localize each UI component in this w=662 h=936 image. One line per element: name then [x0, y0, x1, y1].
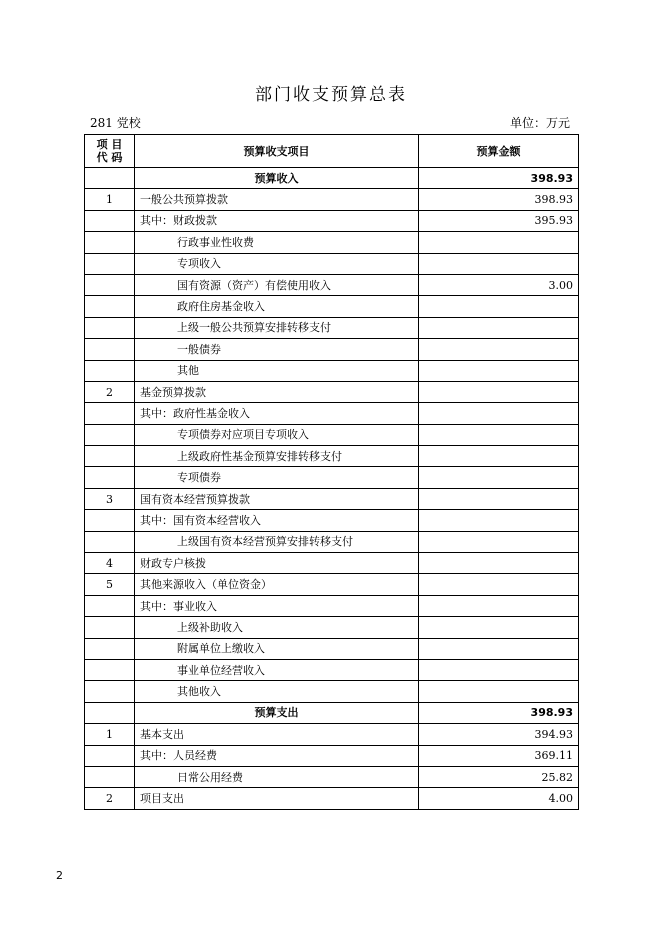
row-amount [419, 467, 579, 488]
table-row [85, 510, 579, 531]
income-section-row [85, 168, 579, 189]
row-amount [419, 381, 579, 402]
table-row [85, 274, 579, 295]
row-code [85, 617, 135, 638]
table-row [85, 381, 579, 402]
row-code [85, 360, 135, 381]
table-row [85, 253, 579, 274]
row-amount [419, 403, 579, 424]
row-code [85, 274, 135, 295]
table-row [85, 488, 579, 509]
row-code: 2 [85, 788, 135, 809]
table-row [85, 638, 579, 659]
row-amount: 369.11 [419, 745, 579, 766]
header-code-line2: 代 码 [96, 151, 123, 164]
table-row [85, 467, 579, 488]
header-item: 预算收支项目 [135, 135, 419, 168]
row-item-name: 上级补助收入 [135, 617, 419, 638]
row-code [85, 296, 135, 317]
row-amount: 4.00 [419, 788, 579, 809]
row-code [85, 659, 135, 680]
row-amount [419, 296, 579, 317]
row-code [85, 210, 135, 231]
row-code: 1 [85, 724, 135, 745]
row-code [85, 253, 135, 274]
row-item-name: 事业单位经营收入 [135, 659, 419, 680]
row-code: 4 [85, 553, 135, 574]
row-code [85, 317, 135, 338]
row-code [85, 638, 135, 659]
page-title: 部门收支预算总表 [255, 85, 407, 105]
row-code [85, 446, 135, 467]
row-item-name: 专项债券对应项目专项收入 [135, 424, 419, 445]
page-number: 2 [56, 869, 63, 882]
row-item-name: 行政事业性收费 [135, 232, 419, 253]
row-amount [419, 360, 579, 381]
row-amount [419, 317, 579, 338]
section-code-cell [85, 168, 135, 189]
row-item-name: 专项债券 [135, 467, 419, 488]
row-item-name: 一般公共预算拨款 [135, 189, 419, 210]
row-item-name: 上级国有资本经营预算安排转移支付 [135, 531, 419, 552]
row-amount: 395.93 [419, 210, 579, 231]
table-row [85, 659, 579, 680]
table-row [85, 424, 579, 445]
currency-unit-label: 单位：万元 [509, 116, 570, 130]
expense-section-label: 预算支出 [135, 702, 419, 723]
row-item-name: 其中：人员经费 [135, 745, 419, 766]
table-row [85, 360, 579, 381]
table-row [85, 232, 579, 253]
row-code: 5 [85, 574, 135, 595]
row-code [85, 339, 135, 360]
table-row [85, 681, 579, 702]
row-item-name: 其他 [135, 360, 419, 381]
row-code [85, 403, 135, 424]
table-row [85, 788, 579, 809]
row-code [85, 766, 135, 787]
row-item-name: 项目支出 [135, 788, 419, 809]
expense-section-amount: 398.93 [419, 702, 579, 723]
row-item-name: 国有资本经营预算拨款 [135, 488, 419, 509]
row-item-name: 基本支出 [135, 724, 419, 745]
row-amount [419, 617, 579, 638]
table-row [85, 403, 579, 424]
table-row [85, 595, 579, 616]
table-row [85, 617, 579, 638]
header-amount: 预算金额 [419, 135, 579, 168]
table-row [85, 574, 579, 595]
row-amount [419, 638, 579, 659]
expense-section-row [85, 702, 579, 723]
row-item-name: 其中：政府性基金收入 [135, 403, 419, 424]
row-item-name: 基金预算拨款 [135, 381, 419, 402]
row-amount [419, 553, 579, 574]
row-code: 1 [85, 189, 135, 210]
budget-table [84, 134, 579, 810]
table-row [85, 296, 579, 317]
row-code [85, 510, 135, 531]
row-item-name: 国有资源（资产）有偿使用收入 [135, 274, 419, 295]
income-section-label: 预算收入 [135, 168, 419, 189]
row-code [85, 595, 135, 616]
row-amount [419, 681, 579, 702]
table-row [85, 745, 579, 766]
table-row [85, 189, 579, 210]
row-amount [419, 253, 579, 274]
table-row [85, 531, 579, 552]
table-row [85, 446, 579, 467]
row-amount: 25.82 [419, 766, 579, 787]
unit-code-label: 281 党校 [90, 116, 141, 130]
row-item-name: 一般债券 [135, 339, 419, 360]
row-amount [419, 595, 579, 616]
row-amount [419, 339, 579, 360]
row-code [85, 745, 135, 766]
row-amount: 398.93 [419, 189, 579, 210]
row-amount [419, 510, 579, 531]
row-amount [419, 488, 579, 509]
row-item-name: 上级政府性基金预算安排转移支付 [135, 446, 419, 467]
row-code: 3 [85, 488, 135, 509]
table-row [85, 766, 579, 787]
header-code-line1: 项 目 [96, 138, 123, 151]
row-item-name: 其中：事业收入 [135, 595, 419, 616]
table-row [85, 210, 579, 231]
row-code [85, 531, 135, 552]
row-item-name: 其中：国有资本经营收入 [135, 510, 419, 531]
row-item-name: 其他来源收入（单位资金） [135, 574, 419, 595]
row-code [85, 232, 135, 253]
row-item-name: 其他收入 [135, 681, 419, 702]
row-item-name: 日常公用经费 [135, 766, 419, 787]
table-row [85, 553, 579, 574]
row-amount [419, 446, 579, 467]
row-amount: 3.00 [419, 274, 579, 295]
header-code [85, 135, 135, 168]
row-amount [419, 659, 579, 680]
table-row [85, 724, 579, 745]
row-amount [419, 424, 579, 445]
row-item-name: 上级一般公共预算安排转移支付 [135, 317, 419, 338]
row-item-name: 专项收入 [135, 253, 419, 274]
row-amount [419, 531, 579, 552]
row-amount [419, 574, 579, 595]
table-row [85, 339, 579, 360]
row-code: 2 [85, 381, 135, 402]
row-amount: 394.93 [419, 724, 579, 745]
row-code [85, 681, 135, 702]
row-amount [419, 232, 579, 253]
income-section-amount: 398.93 [419, 168, 579, 189]
row-item-name: 政府住房基金收入 [135, 296, 419, 317]
row-item-name: 财政专户核拨 [135, 553, 419, 574]
row-item-name: 其中：财政拨款 [135, 210, 419, 231]
row-code [85, 467, 135, 488]
table-row [85, 317, 579, 338]
row-code [85, 424, 135, 445]
row-item-name: 附属单位上缴收入 [135, 638, 419, 659]
table-header-row [85, 135, 579, 168]
section-code-cell [85, 702, 135, 723]
